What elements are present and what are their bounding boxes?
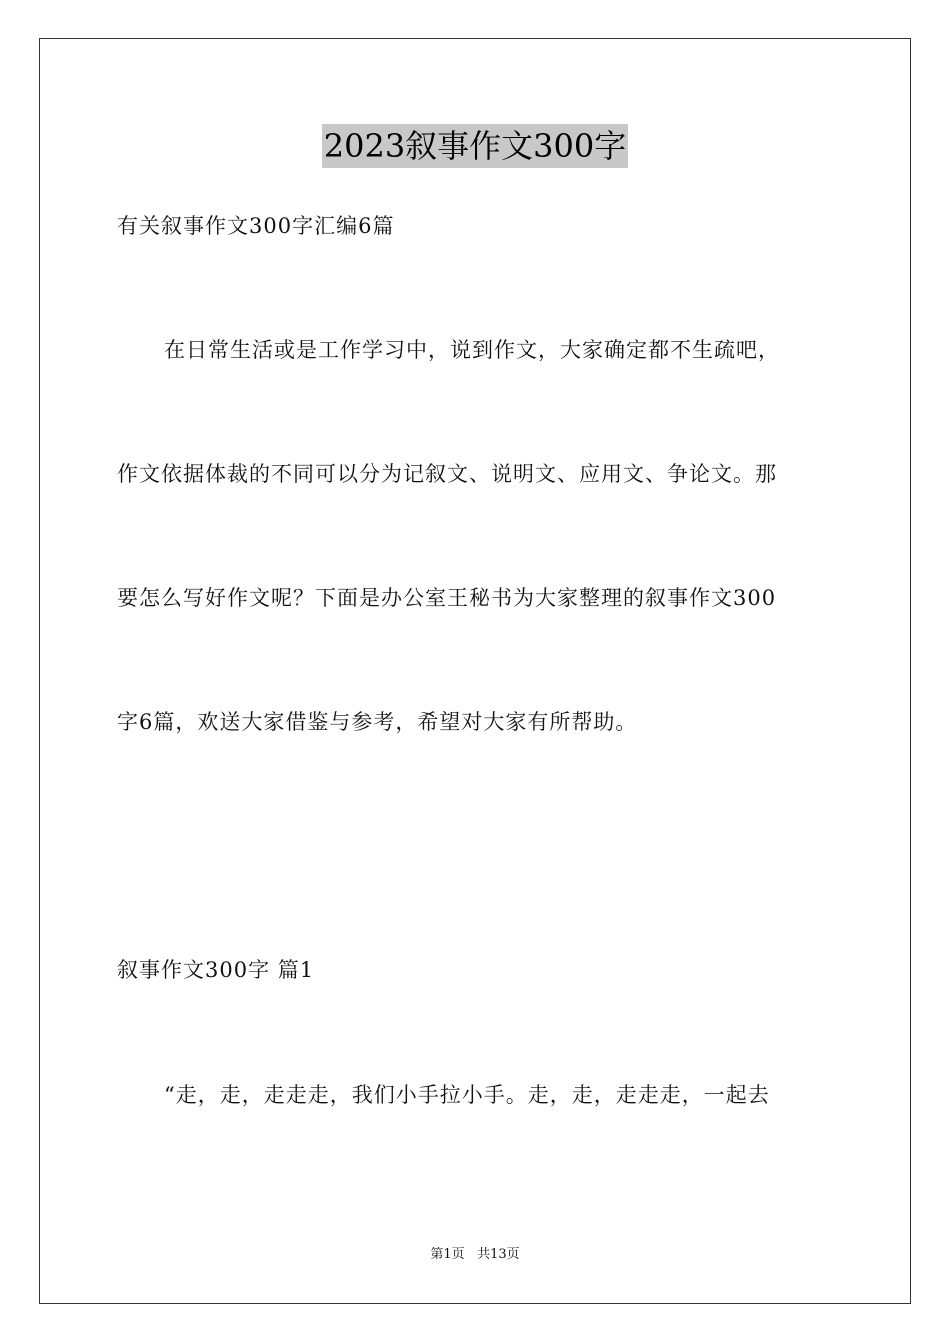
page-footer bbox=[0, 1246, 950, 1264]
intro-line-2: 作文依据体裁的不同可以分为记叙文、说明文、应用文、争论文。那 bbox=[117, 462, 777, 486]
document-title: 2023叙事作文300字 bbox=[322, 124, 629, 168]
intro-line-1: 在日常生活或是工作学习中，说到作文，大家确定都不生疏吧， bbox=[164, 338, 780, 362]
footer-page-number: 第1页 bbox=[430, 1247, 465, 1262]
footer-total-pages: 共13页 bbox=[477, 1247, 520, 1262]
intro-line-3: 要怎么写好作文呢？下面是办公室王秘书为大家整理的叙事作文300 bbox=[117, 586, 777, 610]
section-heading: 叙事作文300字 篇1 bbox=[117, 958, 315, 982]
document-subtitle: 有关叙事作文300字汇编6篇 bbox=[117, 214, 395, 238]
title-container bbox=[0, 124, 950, 168]
section-first-line: “走，走，走走走，我们小手拉小手。走，走，走走走，一起去 bbox=[164, 1083, 770, 1107]
intro-line-4: 字6篇，欢送大家借鉴与参考，希望对大家有所帮助。 bbox=[117, 710, 638, 734]
